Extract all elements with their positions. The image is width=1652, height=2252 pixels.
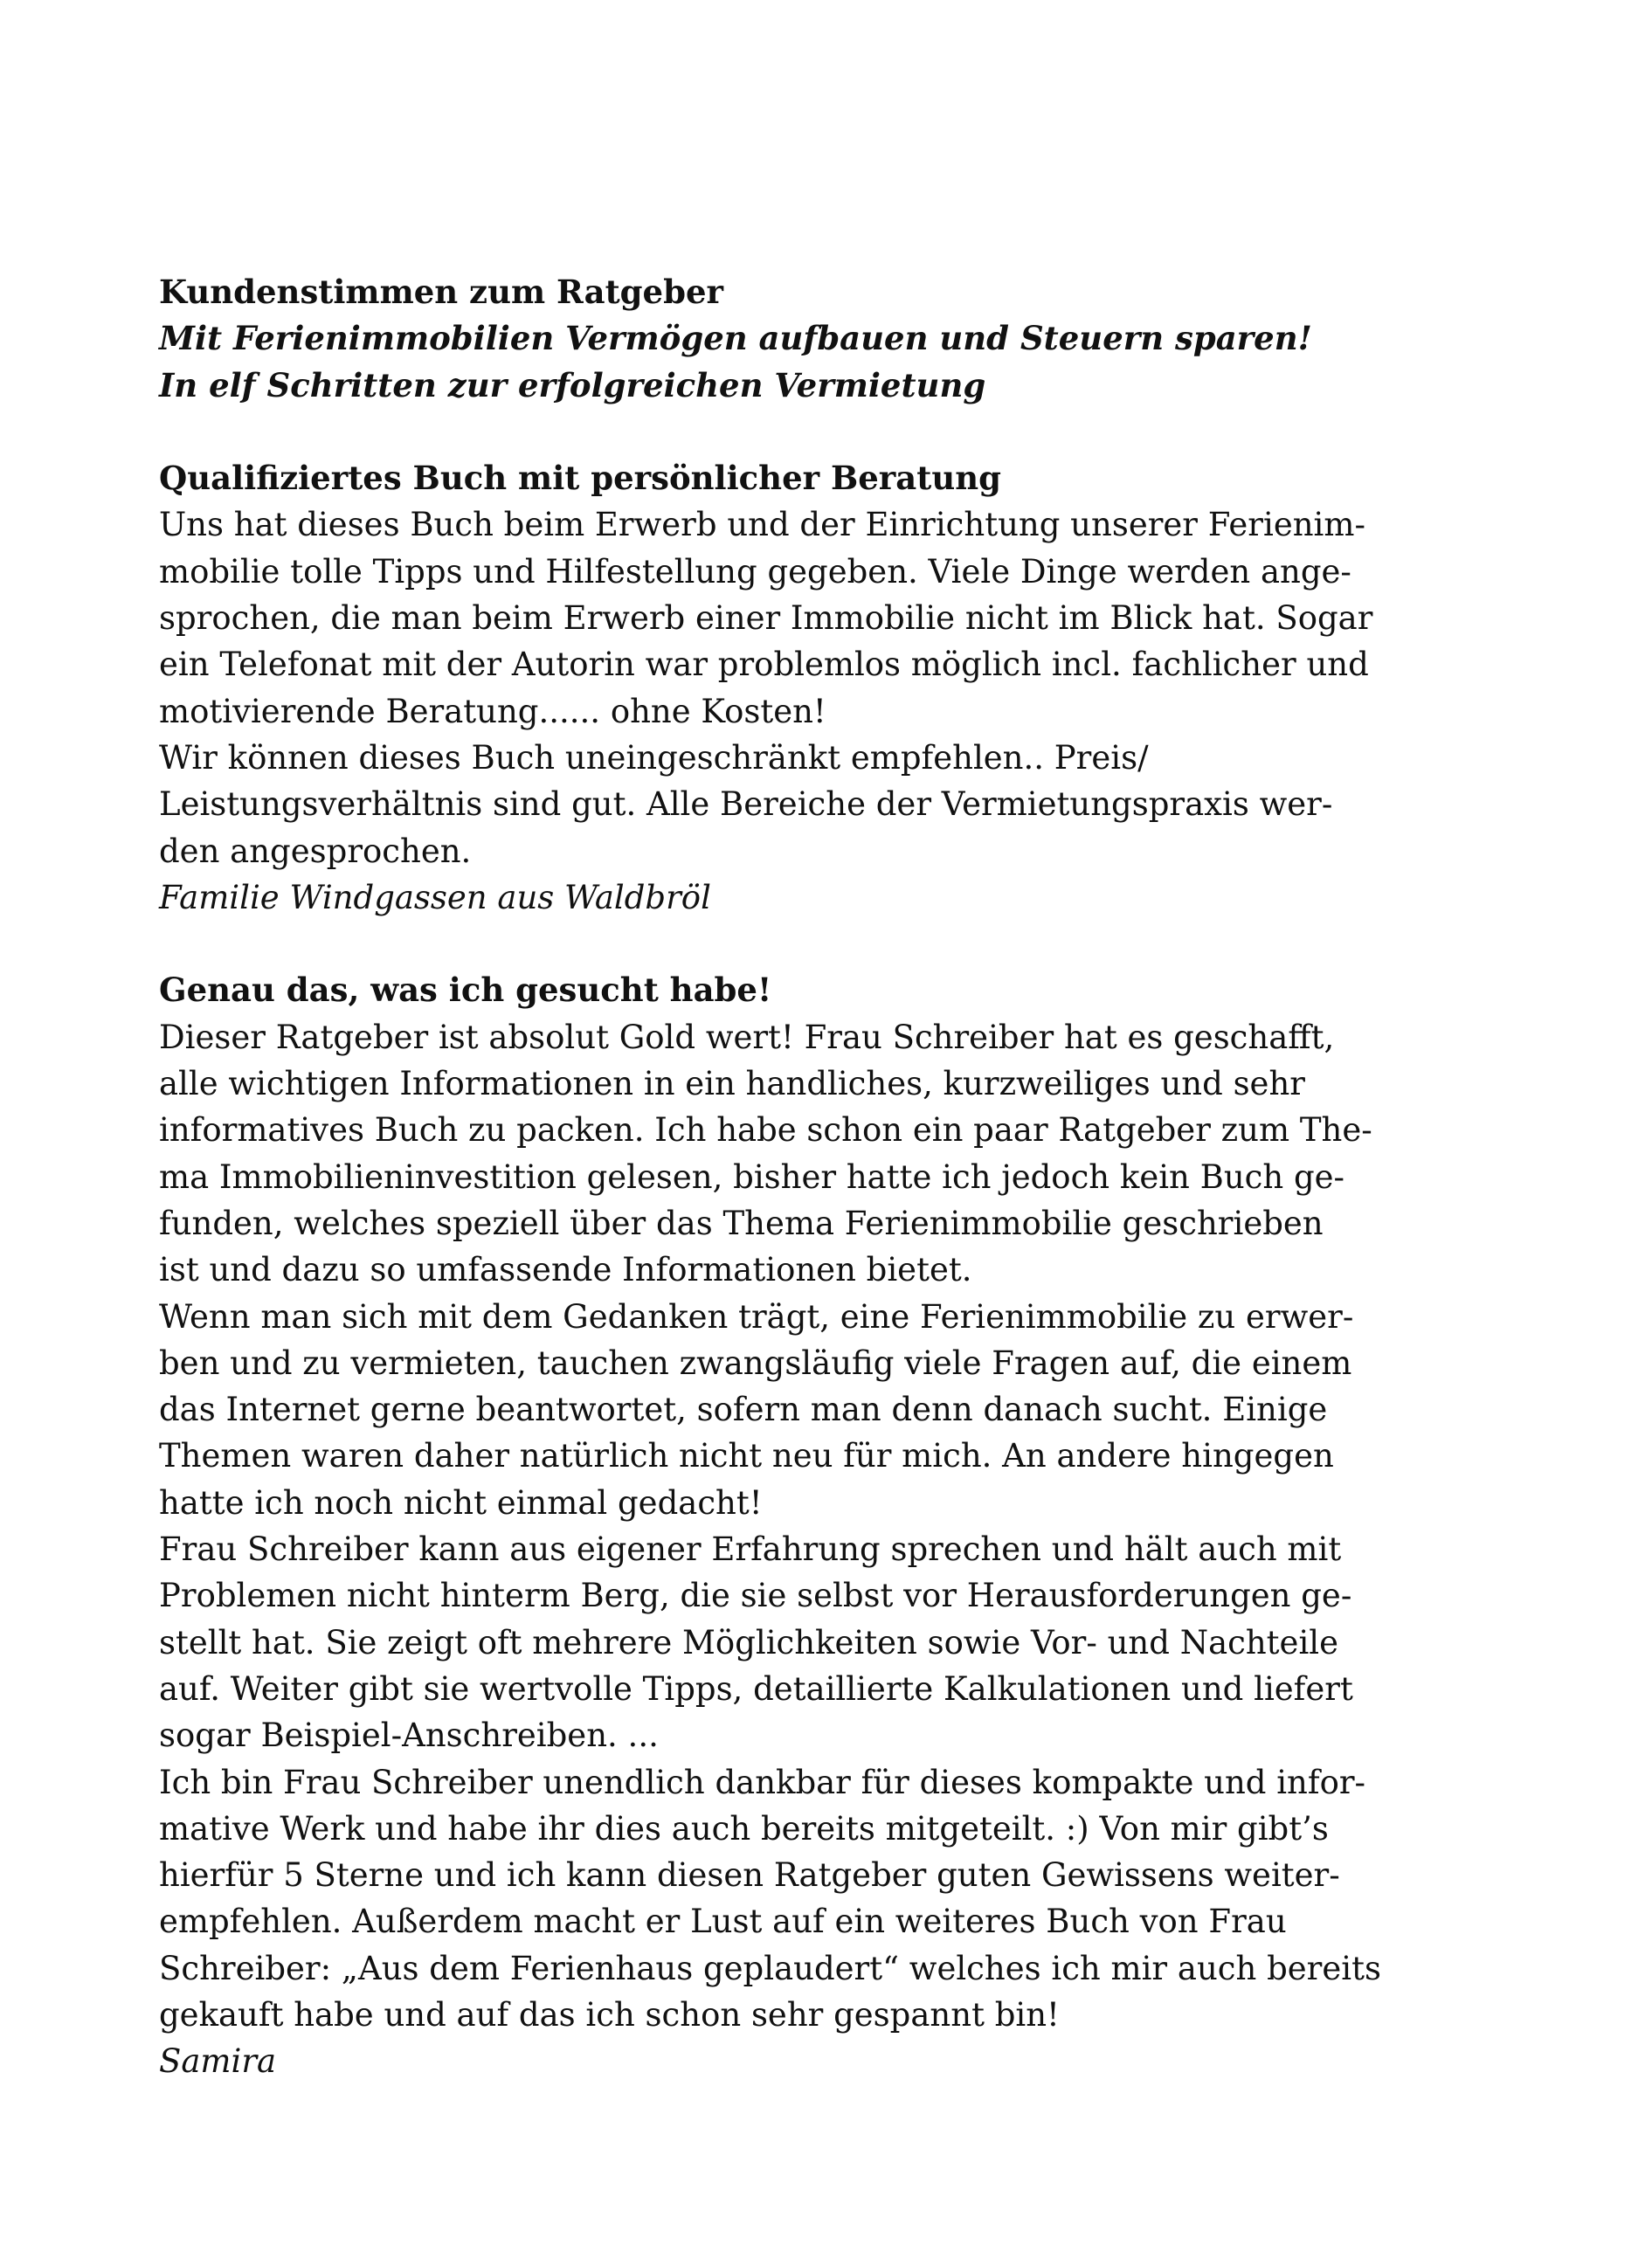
body-line: gekauft habe und auf das ich schon sehr gespannt bin! bbox=[159, 1995, 1060, 2034]
body-line: Themen waren daher natürlich nicht neu für mich. An andere hingegen bbox=[159, 1437, 1334, 1475]
body-line: Wenn man sich mit dem Gedanken trägt, eine Ferienimmobilie zu erwer- bbox=[159, 1297, 1354, 1336]
body-line: Uns hat dieses Buch beim Erwerb und der Einrichtung unserer Ferienim- bbox=[159, 506, 1365, 544]
body-line: auf. Weiter gibt sie wertvolle Tipps, detaillierte Kalkulationen und liefert bbox=[159, 1669, 1353, 1708]
body-line: funden, welches speziell über das Thema Ferienimmobilie geschrieben bbox=[159, 1204, 1324, 1242]
section-gap bbox=[159, 409, 1417, 455]
testimonial-heading: Genau das, was ich gesucht habe! bbox=[159, 971, 772, 1010]
body-line: Frau Schreiber kann aus eigener Erfahrung sprechen und hält auch mit bbox=[159, 1530, 1342, 1569]
body-line: ein Telefonat mit der Autorin war problemlos möglich incl. fachlicher und bbox=[159, 646, 1369, 684]
section-gap bbox=[159, 921, 1417, 967]
testimonial-2 bbox=[159, 967, 1417, 2084]
document-header bbox=[159, 269, 1417, 409]
body-line: Ich bin Frau Schreiber unendlich dankbar für dieses kompakte und infor- bbox=[159, 1763, 1366, 1801]
testimonial-author: Familie Windgassen aus Waldbröl bbox=[159, 878, 711, 916]
testimonial-heading: Qualifiziertes Buch mit persönlicher Beratung bbox=[159, 459, 1002, 498]
body-line: sprochen, die man beim Erwerb einer Immobilie nicht im Blick hat. Sogar bbox=[159, 599, 1373, 638]
body-line: Dieser Ratgeber ist absolut Gold wert! Frau Schreiber hat es geschafft, bbox=[159, 1018, 1335, 1056]
testimonial-author: Samira bbox=[159, 2042, 277, 2081]
body-line: empfehlen. Außerdem macht er Lust auf ein weiteres Buch von Frau bbox=[159, 1903, 1287, 1941]
testimonial-1 bbox=[159, 455, 1417, 921]
body-line: Leistungsverhältnis sind gut. Alle Bereiche der Vermietungspraxis wer- bbox=[159, 785, 1333, 824]
body-line: ma Immobilieninvestition gelesen, bisher hatte ich jedoch kein Buch ge- bbox=[159, 1157, 1345, 1196]
body-line: sogar Beispiel-Anschreiben. ... bbox=[159, 1717, 659, 1755]
body-line: stellt hat. Sie zeigt oft mehrere Möglichkeiten sowie Vor- und Nachteile bbox=[159, 1623, 1339, 1661]
body-line: mobilie tolle Tipps und Hilfestellung gegeben. Viele Dinge werden ange- bbox=[159, 552, 1351, 591]
body-line: hierfür 5 Sterne und ich kann diesen Ratgeber guten Gewissens weiter- bbox=[159, 1856, 1340, 1895]
book-title-line: Mit Ferienimmobilien Vermögen aufbauen und Steuern sparen! bbox=[159, 319, 1312, 358]
body-line: alle wichtigen Informationen in ein handliches, kurzweiliges und sehr bbox=[159, 1065, 1305, 1103]
body-line: das Internet gerne beantwortet, sofern man denn danach sucht. Einige bbox=[159, 1391, 1328, 1429]
body-line: ben und zu vermieten, tauchen zwangsläufig viele Fragen auf, die einem bbox=[159, 1344, 1352, 1382]
body-line: hatte ich noch nicht einmal gedacht! bbox=[159, 1483, 763, 1522]
body-line: Wir können dieses Buch uneingeschränkt empfehlen.. Preis/ bbox=[159, 738, 1149, 777]
book-subtitle-line: In elf Schritten zur erfolgreichen Vermietung bbox=[159, 365, 986, 404]
body-line: den angesprochen. bbox=[159, 832, 472, 870]
document-page bbox=[159, 269, 1417, 2085]
body-line: Schreiber: „Aus dem Ferienhaus geplaudert“ welches ich mir auch bereits bbox=[159, 1949, 1381, 1987]
body-line: Problemen nicht hinterm Berg, die sie selbst vor Herausforderungen ge- bbox=[159, 1577, 1352, 1615]
body-line: motivierende Beratung...... ohne Kosten! bbox=[159, 692, 826, 730]
body-line: mative Werk und habe ihr dies auch bereits mitgeteilt. :) Von mir gibt’s bbox=[159, 1809, 1329, 1848]
testimonial-body bbox=[159, 1014, 1417, 2039]
body-line: informatives Buch zu packen. Ich habe schon ein paar Ratgeber zum The- bbox=[159, 1111, 1372, 1150]
testimonial-body bbox=[159, 501, 1417, 874]
body-line: ist und dazu so umfassende Informationen bietet. bbox=[159, 1251, 972, 1289]
page-title: Kundenstimmen zum Ratgeber bbox=[159, 273, 723, 311]
